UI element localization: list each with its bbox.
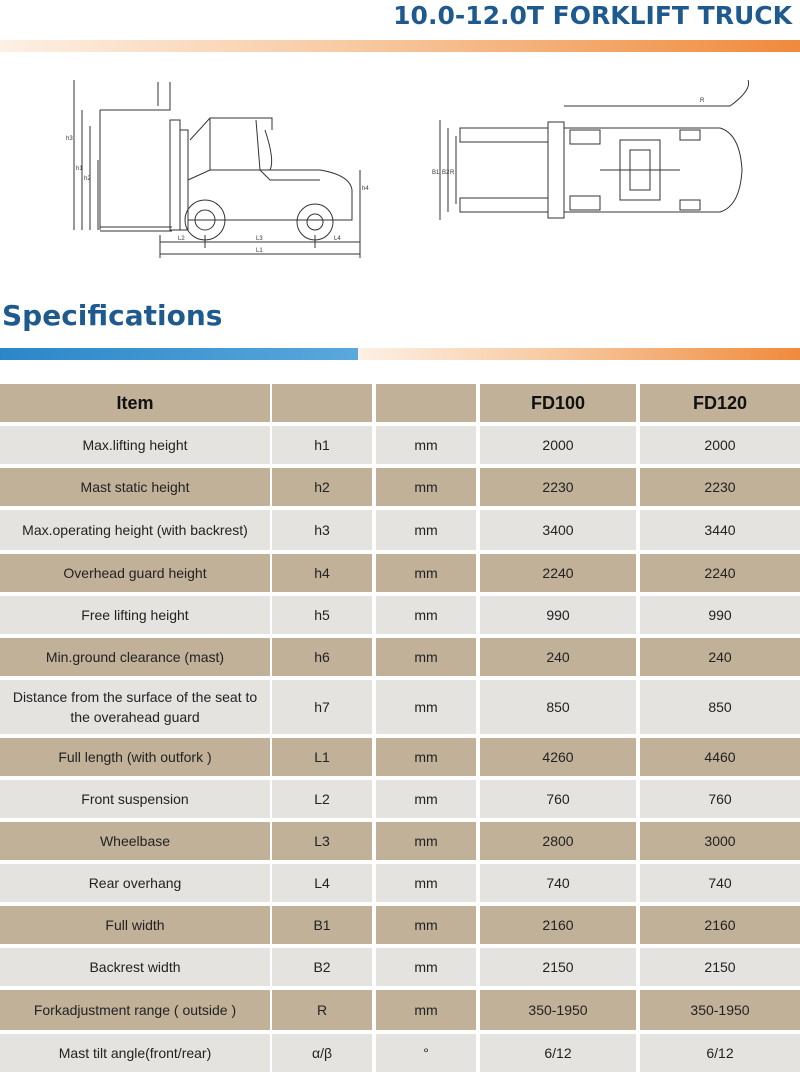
dim-label: L4 (334, 236, 341, 242)
cell-fd120: 740 (640, 864, 800, 902)
table-row (0, 990, 800, 1030)
dim-label: h4 (362, 186, 369, 192)
cell-fd120: 4460 (640, 738, 800, 776)
header-gradient-bar (0, 40, 800, 52)
table-row (0, 948, 800, 986)
cell-fd100: 240 (480, 638, 636, 676)
cell-symbol: B2 (272, 948, 372, 986)
dim-label: h3 (66, 136, 73, 142)
section-bar-orange (358, 348, 800, 360)
dim-label: R (450, 170, 455, 176)
cell-symbol: h3 (272, 510, 372, 550)
cell-unit: mm (376, 554, 476, 592)
cell-item: Min.ground clearance (mast) (0, 638, 270, 676)
forklift-top-view-drawing (430, 70, 760, 230)
cell-unit: mm (376, 596, 476, 634)
cell-fd100: 350-1950 (480, 990, 636, 1030)
cell-unit: mm (376, 906, 476, 944)
cell-unit: mm (376, 990, 476, 1030)
cell-item: Max.operating height (with backrest) (0, 510, 270, 550)
cell-fd100: 2240 (480, 554, 636, 592)
cell-symbol: h2 (272, 468, 372, 506)
table-header-row (0, 384, 800, 422)
dim-label: B2 (442, 170, 450, 176)
dim-label: h1 (76, 166, 83, 172)
dim-label: L2 (178, 236, 185, 242)
cell-fd120: 6/12 (640, 1034, 800, 1072)
cell-unit: mm (376, 948, 476, 986)
cell-unit: mm (376, 680, 476, 734)
cell-fd100: 4260 (480, 738, 636, 776)
cell-symbol: h4 (272, 554, 372, 592)
cell-fd100: 2150 (480, 948, 636, 986)
cell-symbol: L3 (272, 822, 372, 860)
table-row (0, 596, 800, 634)
cell-fd120: 2160 (640, 906, 800, 944)
cell-item: Free lifting height (0, 596, 270, 634)
cell-unit: mm (376, 822, 476, 860)
cell-fd100: 2800 (480, 822, 636, 860)
table-row (0, 426, 800, 464)
cell-unit: mm (376, 426, 476, 464)
cell-symbol: α/β (272, 1034, 372, 1072)
cell-fd120: 760 (640, 780, 800, 818)
cell-symbol: h5 (272, 596, 372, 634)
table-row (0, 1034, 800, 1072)
cell-item: Mast tilt angle(front/rear) (0, 1034, 270, 1072)
cell-fd100: 3400 (480, 510, 636, 550)
table-row (0, 738, 800, 776)
cell-unit: mm (376, 780, 476, 818)
cell-fd100: 2230 (480, 468, 636, 506)
cell-fd100: 740 (480, 864, 636, 902)
cell-fd120: 850 (640, 680, 800, 734)
cell-fd120: 990 (640, 596, 800, 634)
cell-fd100: 6/12 (480, 1034, 636, 1072)
table-row (0, 864, 800, 902)
cell-fd120: 2000 (640, 426, 800, 464)
cell-fd100: 2160 (480, 906, 636, 944)
cell-item: Wheelbase (0, 822, 270, 860)
cell-fd120: 2230 (640, 468, 800, 506)
cell-symbol: L2 (272, 780, 372, 818)
cell-fd120: 240 (640, 638, 800, 676)
cell-symbol: L4 (272, 864, 372, 902)
cell-unit: mm (376, 468, 476, 506)
forklift-side-view-drawing (60, 70, 380, 260)
cell-fd100: 2000 (480, 426, 636, 464)
header-cell-symbol (272, 384, 372, 422)
table-row (0, 510, 800, 550)
cell-item: Backrest width (0, 948, 270, 986)
cell-item: Rear overhang (0, 864, 270, 902)
cell-unit: ° (376, 1034, 476, 1072)
cell-symbol: B1 (272, 906, 372, 944)
dim-label: L3 (256, 236, 263, 242)
cell-fd120: 3000 (640, 822, 800, 860)
cell-item: Front suspension (0, 780, 270, 818)
header-cell-unit (376, 384, 476, 422)
cell-fd100: 760 (480, 780, 636, 818)
header-cell-fd100: FD100 (480, 384, 636, 422)
section-bar-blue (0, 348, 358, 360)
table-row (0, 780, 800, 818)
section-title: Specifications (2, 299, 223, 332)
dim-label: B1 (432, 170, 440, 176)
table-row (0, 638, 800, 676)
header-cell-item: Item (0, 384, 270, 422)
cell-unit: mm (376, 738, 476, 776)
table-row (0, 906, 800, 944)
cell-symbol: R (272, 990, 372, 1030)
cell-unit: mm (376, 638, 476, 676)
page-title: 10.0-12.0T FORKLIFT TRUCK (393, 1, 792, 30)
cell-item: Distance from the surface of the seat to the overahead guard (0, 680, 270, 734)
table-row (0, 554, 800, 592)
cell-fd100: 850 (480, 680, 636, 734)
cell-unit: mm (376, 510, 476, 550)
dim-label: R (700, 98, 705, 104)
table-row (0, 822, 800, 860)
cell-item: Full length (with outfork ) (0, 738, 270, 776)
cell-item: Full width (0, 906, 270, 944)
cell-fd100: 990 (480, 596, 636, 634)
cell-item: Mast static height (0, 468, 270, 506)
cell-item: Max.lifting height (0, 426, 270, 464)
table-row (0, 680, 800, 734)
cell-symbol: h7 (272, 680, 372, 734)
cell-fd120: 350-1950 (640, 990, 800, 1030)
cell-fd120: 2150 (640, 948, 800, 986)
cell-fd120: 3440 (640, 510, 800, 550)
cell-symbol: h1 (272, 426, 372, 464)
cell-fd120: 2240 (640, 554, 800, 592)
cell-item: Overhead guard height (0, 554, 270, 592)
header-cell-fd120: FD120 (640, 384, 800, 422)
cell-item: Forkadjustment range ( outside ) (0, 990, 270, 1030)
cell-symbol: L1 (272, 738, 372, 776)
cell-symbol: h6 (272, 638, 372, 676)
dim-label: h2 (84, 176, 91, 182)
cell-unit: mm (376, 864, 476, 902)
table-row (0, 468, 800, 506)
dim-label: L1 (256, 248, 263, 254)
